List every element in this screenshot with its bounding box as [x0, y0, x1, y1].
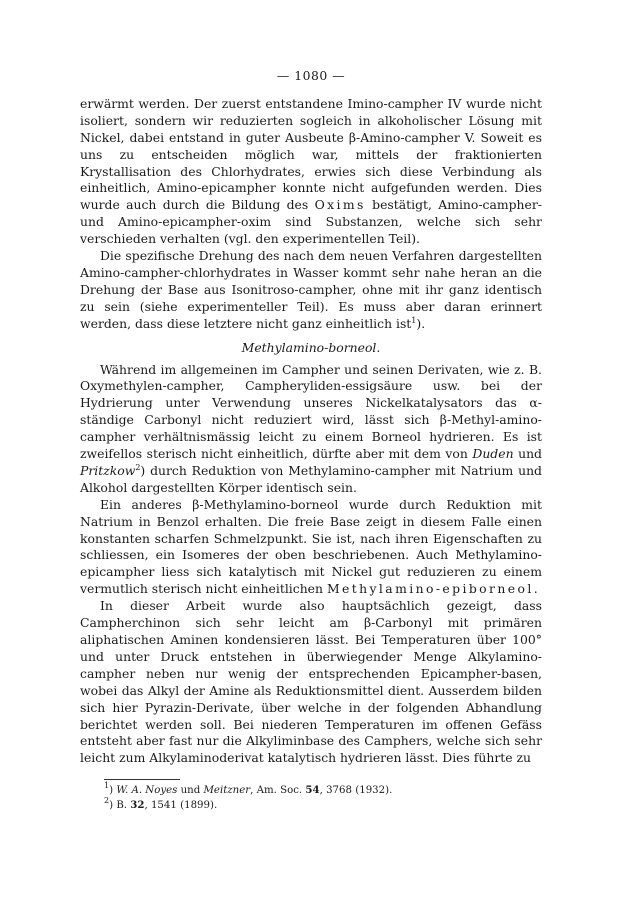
footnote-rule	[104, 779, 180, 780]
paragraph-5: In dieser Arbeit wurde also hauptsächlich gezeigt, dass Campherchinon sich sehr leicht am β-Carbonyl mit primären aliphatischen Aminen kondensieren lässt. Bei Temperaturen über 100° und unter Druck entstehen in überwiegender Menge Alkylamino-campher neben nur wenig der entsprechenden Epicampher-basen, wobei das Alkyl der Amine als Reduktionsmittel dient. Ausserdem bilden sich hier Pyrazin-Derivate, über welche in der folgenden Abhandlung berichtet werden soll. Bei niederen Temperaturen im offenen Gefäss entsteht aber fast nur die Alkyliminbase des Camphers, welche sich sehr leicht zum Alkylaminoderivat katalytisch hydrieren lässt. Dies führte zu	[80, 598, 542, 766]
footnote-1-mark: 1	[104, 781, 110, 791]
p3-author-duden: Duden	[472, 446, 514, 462]
p4-text-b: .	[533, 581, 538, 597]
p4-text-a: Ein anderes β-Methylamino-borneol wurde durch Reduktion mit Natrium in Benzol erhalten. Die freie Base zeigt in diesem Falle einen konstanten scharfen Schmelzpunkt. Sie ist, nach ihren Eigenschaften zu schliessen, ein Isomeres der oben beschriebenen. Auch Methylamino-epicampher liess sich katalytisch mit Nickel gut reduzieren zu einem vermutlich sterisch nicht einheitlichen	[80, 496, 542, 597]
p2-text-a: Die spezifische Drehung des nach dem neuen Verfahren dargestellten Amino-campher-chlorhydrates in Wasser kommt sehr nahe heran an die Drehung der Base aus Isonitroso-campher, ohne mit ihr ganz identisch zu sein (siehe experimenteller Teil). Es muss aber daran erinnert werden, dass diese letztere nicht ganz einheitlich ist	[80, 248, 542, 331]
footnote-2	[80, 798, 542, 813]
footnote-1-journal: , Am. Soc.	[250, 785, 306, 797]
p1-text-b: bestätigt, Amino-campher- und Amino-epicampher-oxim sind Substanzen, welche sich sehr verschieden verhalten (vgl. den experimentellen Teil).	[80, 197, 542, 247]
footnote-ref-2: 2	[135, 462, 141, 472]
p3-text-a: Während im allgemeinen im Campher und seinen Derivaten, wie z. B. Oxymethylen-campher, Campheryliden-essigsäure usw. bei der Hydrierung unter Verwendung unseres Nickelkatalysators das α-ständige Carbonyl nicht reduziert wird, lässt sich β-Methyl-amino-campher verhältnismässig leicht zu einem Borneol hydrieren. Es ist zweifellos sterisch nicht einheitlich, dürfte aber mit dem von	[80, 361, 542, 462]
p1-spaced-term: Oxims	[314, 197, 366, 213]
footnote-2-paren: )	[109, 800, 117, 812]
footnote-1-rest: , 3768 (1932).	[319, 785, 393, 797]
footnote-2-rest: , 1541 (1899).	[144, 800, 218, 812]
footnote-1	[80, 783, 542, 798]
footnote-1-paren: )	[109, 785, 117, 797]
paragraph-1	[80, 96, 542, 248]
paragraph-4	[80, 497, 542, 598]
p3-author-pritzkow: Pritzkow	[80, 462, 136, 478]
section-heading: Methylamino-borneol.	[241, 339, 381, 355]
p2-text-b: ).	[416, 315, 426, 331]
footnote-1-author-a: W. A. Noyes	[116, 785, 178, 797]
footnote-1-volume: 54	[305, 784, 320, 797]
footnote-1-und: und	[177, 785, 204, 797]
p3-text-mid: und	[513, 446, 542, 462]
p3-text-b: ) durch Reduktion von Methylamino-campher mit Natrium und Alkohol dargestellten Körper identisch sein.	[80, 462, 542, 495]
p1-text-a: erwärmt werden. Der zuerst entstandene Imino-campher IV wurde nicht isoliert, sondern wir reduzierten sogleich in alkoholischer Lösung mit Nickel, dabei entstand in guter Ausbeute β-Amino-campher V. Soweit es uns zu entscheiden möglich war, mittels der fraktionierten Krystallisation des Chlorhydrates, erwies sich diese Verbindung als einheitlich, Amino-epicampher konnte nicht aufgefunden werden. Dies wurde auch durch die Bildung des	[80, 95, 542, 213]
page-number: — 1080 —	[276, 68, 346, 83]
footnote-1-author-b: Meitzner	[203, 785, 251, 797]
footnote-ref-1: 1	[411, 315, 417, 325]
paragraph-2	[80, 248, 542, 333]
paper-page	[80, 68, 542, 813]
p4-spaced-term: Methylamino-epiborneol	[326, 581, 534, 597]
footnote-2-volume: 32	[130, 799, 145, 812]
footnote-2-journal: B.	[116, 800, 131, 812]
footnote-2-mark: 2	[104, 796, 110, 806]
paragraph-3	[80, 362, 542, 497]
